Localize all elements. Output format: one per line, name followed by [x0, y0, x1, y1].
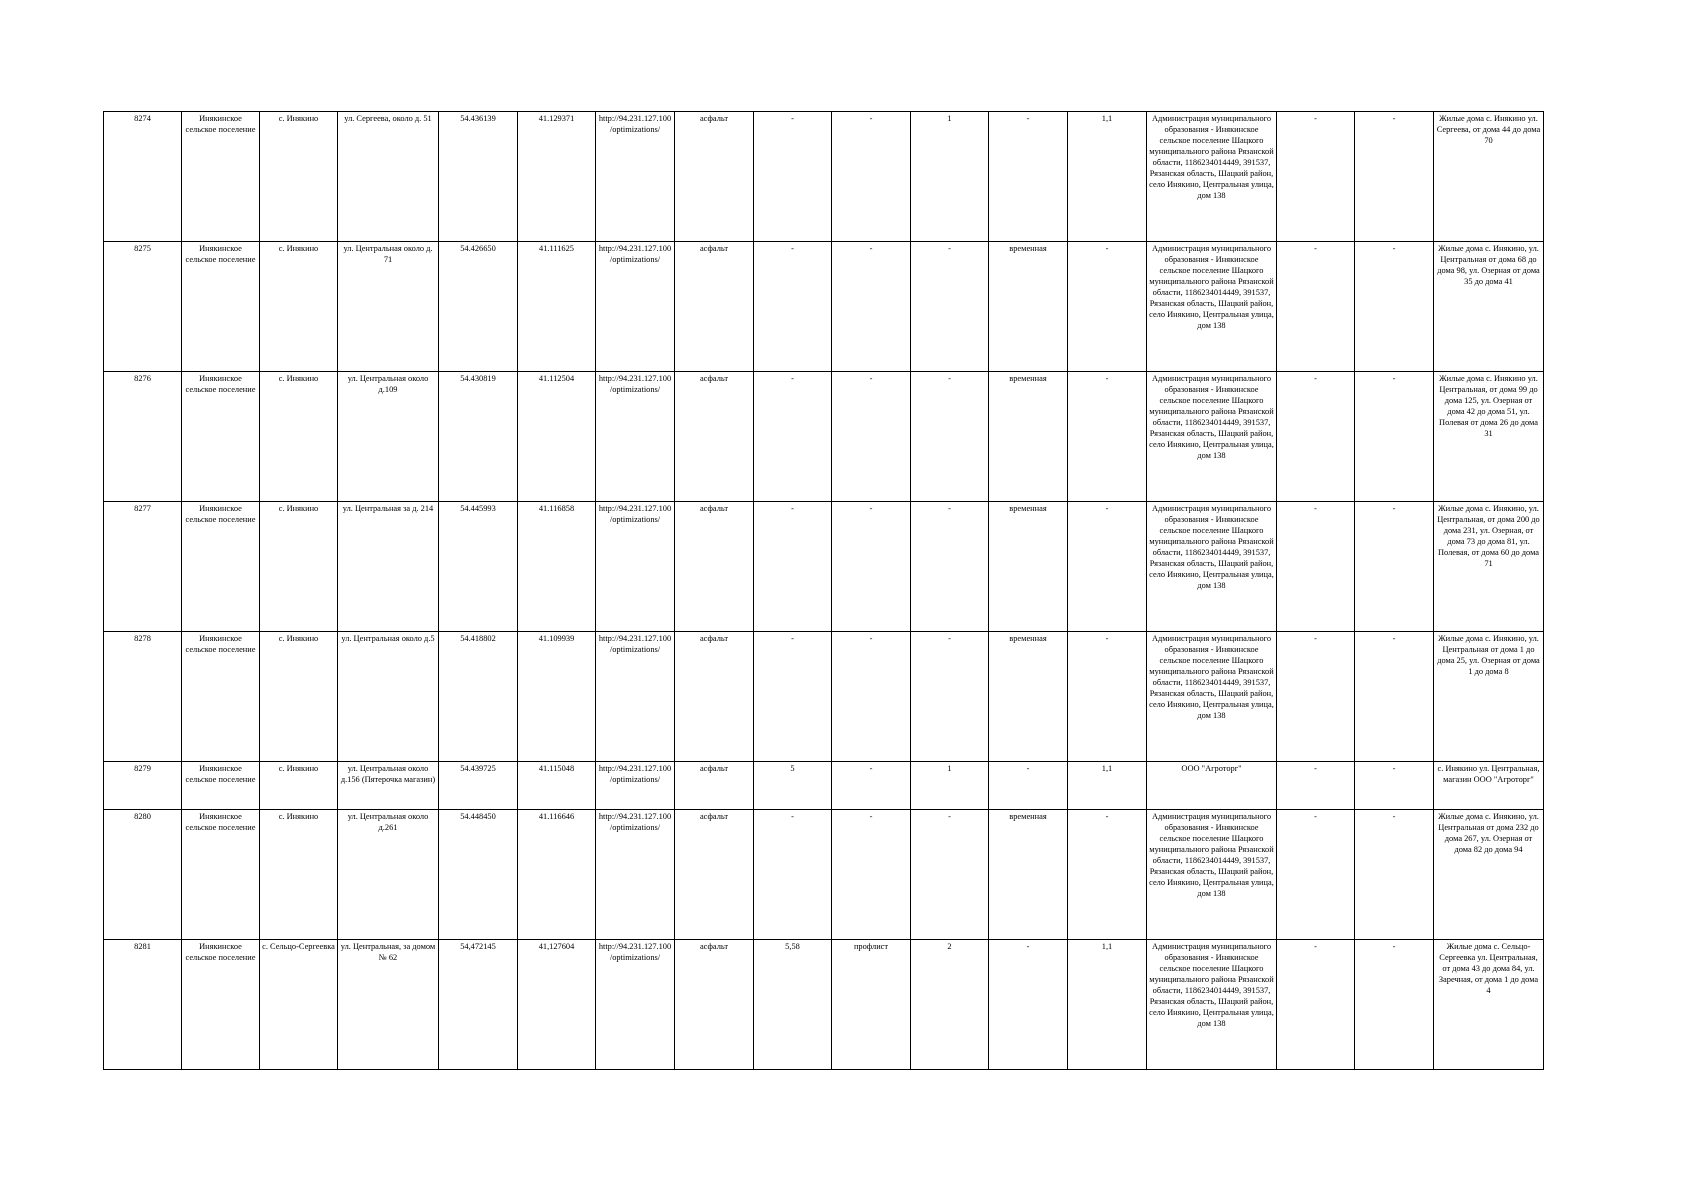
address-cell: ул. Центральная за д. 214	[338, 502, 439, 632]
longitude-cell: 41.116858	[518, 502, 596, 632]
col16-cell: -	[1355, 810, 1434, 940]
owner-cell: Администрация муниципального образования - Инякинское сельское поселение Шацкого муниципального района Рязанской области, 1186234014449, 391537, Рязанская область, Шацкий район, село Инякино, Центральная улица, дом 138	[1147, 940, 1277, 1070]
volume-cell: -	[1068, 242, 1147, 372]
area-cell: -	[754, 372, 832, 502]
sources-cell: с. Инякино ул. Центральная, магазин ООО "Агроторг"	[1434, 762, 1544, 810]
fence-cell: -	[832, 242, 911, 372]
col15-cell: -	[1277, 762, 1355, 810]
sources-cell: Жилые дома с. Сельцо-Сергеевка ул. Центральная, от дома 43 до дома 84, ул. Заречная, от дома 1 до дома 4	[1434, 940, 1544, 1070]
row-number-cell: 8278	[104, 632, 182, 762]
col16-cell: -	[1355, 372, 1434, 502]
temporary-cell: временная	[989, 632, 1068, 762]
col15-cell: -	[1277, 632, 1355, 762]
surface-cell: асфальт	[675, 940, 754, 1070]
sources-cell: Жилые дома с. Инякино ул. Центральная, от дома 99 до дома 125, ул. Озерная от дома 42 до дома 51, ул. Полевая от дома 26 до дома 31	[1434, 372, 1544, 502]
registry-body	[104, 112, 1544, 1070]
table-row	[104, 762, 1544, 810]
village-cell: с. Инякино	[260, 112, 338, 242]
longitude-cell: 41.115048	[518, 762, 596, 810]
village-cell: с. Инякино	[260, 762, 338, 810]
table-row	[104, 242, 1544, 372]
row-number-cell: 8279	[104, 762, 182, 810]
area-cell: 5,58	[754, 940, 832, 1070]
temporary-cell: -	[989, 940, 1068, 1070]
sources-cell: Жилые дома с. Инякино, ул. Центральная от дома 68 до дома 98, ул. Озерная от дома 35 до дома 41	[1434, 242, 1544, 372]
url-cell: http://94.231.127.100/optimizations/	[596, 112, 675, 242]
temporary-cell: -	[989, 112, 1068, 242]
longitude-cell: 41.111625	[518, 242, 596, 372]
longitude-cell: 41.116646	[518, 810, 596, 940]
volume-cell: -	[1068, 372, 1147, 502]
owner-cell: Администрация муниципального образования - Инякинское сельское поселение Шацкого муниципального района Рязанской области, 1186234014449, 391537, Рязанская область, Шацкий район, село Инякино, Центральная улица, дом 138	[1147, 502, 1277, 632]
table-row	[104, 632, 1544, 762]
col15-cell: -	[1277, 112, 1355, 242]
latitude-cell: 54.418802	[439, 632, 518, 762]
latitude-cell: 54.426650	[439, 242, 518, 372]
sources-cell: Жилые дома с. Инякино ул. Сергеева, от дома 44 до дома 70	[1434, 112, 1544, 242]
surface-cell: асфальт	[675, 762, 754, 810]
url-cell: http://94.231.127.100/optimizations/	[596, 502, 675, 632]
volume-cell: 1,1	[1068, 112, 1147, 242]
area-cell: -	[754, 502, 832, 632]
sources-cell: Жилые дома с. Инякино, ул. Центральная, от дома 200 до дома 231, ул. Озерная, от дома 73 до дома 81, ул. Полевая, от дома 60 до дома 71	[1434, 502, 1544, 632]
col15-cell: -	[1277, 242, 1355, 372]
longitude-cell: 41.109939	[518, 632, 596, 762]
latitude-cell: 54.436139	[439, 112, 518, 242]
address-cell: ул. Центральная около д.109	[338, 372, 439, 502]
fence-cell: -	[832, 112, 911, 242]
settlement-cell: Инякинское сельское поселение	[182, 242, 260, 372]
sources-cell: Жилые дома с. Инякино, ул. Центральная от дома 1 до дома 25, ул. Озерная от дома 1 до дома 8	[1434, 632, 1544, 762]
url-cell: http://94.231.127.100/optimizations/	[596, 632, 675, 762]
area-cell: 5	[754, 762, 832, 810]
url-cell: http://94.231.127.100/optimizations/	[596, 762, 675, 810]
containers-cell: -	[911, 502, 989, 632]
owner-cell: ООО "Агроторг"	[1147, 762, 1277, 810]
temporary-cell: -	[989, 762, 1068, 810]
surface-cell: асфальт	[675, 112, 754, 242]
url-cell: http://94.231.127.100/optimizations/	[596, 372, 675, 502]
latitude-cell: 54.448450	[439, 810, 518, 940]
row-number-cell: 8277	[104, 502, 182, 632]
col15-cell: -	[1277, 810, 1355, 940]
registry-table	[103, 111, 1544, 1070]
address-cell: ул. Сергеева, около д. 51	[338, 112, 439, 242]
temporary-cell: временная	[989, 372, 1068, 502]
col16-cell: -	[1355, 242, 1434, 372]
surface-cell: асфальт	[675, 632, 754, 762]
containers-cell: 2	[911, 940, 989, 1070]
volume-cell: -	[1068, 502, 1147, 632]
address-cell: ул. Центральная около д.5	[338, 632, 439, 762]
col15-cell: -	[1277, 502, 1355, 632]
row-number-cell: 8281	[104, 940, 182, 1070]
temporary-cell: временная	[989, 502, 1068, 632]
temporary-cell: временная	[989, 810, 1068, 940]
volume-cell: -	[1068, 632, 1147, 762]
settlement-cell: Инякинское сельское поселение	[182, 502, 260, 632]
containers-cell: -	[911, 242, 989, 372]
col16-cell: -	[1355, 632, 1434, 762]
settlement-cell: Инякинское сельское поселение	[182, 632, 260, 762]
fence-cell: -	[832, 502, 911, 632]
area-cell: -	[754, 632, 832, 762]
latitude-cell: 54.445993	[439, 502, 518, 632]
url-cell: http://94.231.127.100/optimizations/	[596, 810, 675, 940]
volume-cell: 1,1	[1068, 762, 1147, 810]
fence-cell: -	[832, 372, 911, 502]
address-cell: ул. Центральная, за домом № 62	[338, 940, 439, 1070]
volume-cell: -	[1068, 810, 1147, 940]
row-number-cell: 8275	[104, 242, 182, 372]
containers-cell: -	[911, 632, 989, 762]
area-cell: -	[754, 810, 832, 940]
table-row	[104, 810, 1544, 940]
village-cell: с. Инякино	[260, 502, 338, 632]
address-cell: ул. Центральная около д. 71	[338, 242, 439, 372]
table-row	[104, 112, 1544, 242]
col16-cell: -	[1355, 762, 1434, 810]
row-number-cell: 8274	[104, 112, 182, 242]
url-cell: http://94.231.127.100/optimizations/	[596, 940, 675, 1070]
address-cell: ул. Центральная около д.261	[338, 810, 439, 940]
village-cell: с. Инякино	[260, 810, 338, 940]
latitude-cell: 54.430819	[439, 372, 518, 502]
area-cell: -	[754, 242, 832, 372]
village-cell: с. Сельцо-Сергеевка	[260, 940, 338, 1070]
address-cell: ул. Центральная около д.156 (Пятерочка магазин)	[338, 762, 439, 810]
surface-cell: асфальт	[675, 242, 754, 372]
owner-cell: Администрация муниципального образования - Инякинское сельское поселение Шацкого муниципального района Рязанской области, 1186234014449, 391537, Рязанская область, Шацкий район, село Инякино, Центральная улица, дом 138	[1147, 242, 1277, 372]
fence-cell: -	[832, 810, 911, 940]
col16-cell: -	[1355, 940, 1434, 1070]
col15-cell: -	[1277, 372, 1355, 502]
table-row	[104, 502, 1544, 632]
col16-cell: -	[1355, 112, 1434, 242]
owner-cell: Администрация муниципального образования - Инякинское сельское поселение Шацкого муниципального района Рязанской области, 1186234014449, 391537, Рязанская область, Шацкий район, село Инякино, Центральная улица, дом 138	[1147, 372, 1277, 502]
containers-cell: 1	[911, 112, 989, 242]
longitude-cell: 41.112504	[518, 372, 596, 502]
col15-cell: -	[1277, 940, 1355, 1070]
owner-cell: Администрация муниципального образования - Инякинское сельское поселение Шацкого муниципального района Рязанской области, 1186234014449, 391537, Рязанская область, Шацкий район, село Инякино, Центральная улица, дом 138	[1147, 810, 1277, 940]
longitude-cell: 41,127604	[518, 940, 596, 1070]
volume-cell: 1,1	[1068, 940, 1147, 1070]
surface-cell: асфальт	[675, 502, 754, 632]
row-number-cell: 8276	[104, 372, 182, 502]
url-cell: http://94.231.127.100/optimizations/	[596, 242, 675, 372]
sources-cell: Жилые дома с. Инякино, ул. Центральная от дома 232 до дома 267, ул. Озерная от дома 82 до дома 94	[1434, 810, 1544, 940]
settlement-cell: Инякинское сельское поселение	[182, 762, 260, 810]
village-cell: с. Инякино	[260, 372, 338, 502]
fence-cell: -	[832, 762, 911, 810]
latitude-cell: 54.439725	[439, 762, 518, 810]
latitude-cell: 54,472145	[439, 940, 518, 1070]
longitude-cell: 41.129371	[518, 112, 596, 242]
village-cell: с. Инякино	[260, 242, 338, 372]
row-number-cell: 8280	[104, 810, 182, 940]
settlement-cell: Инякинское сельское поселение	[182, 112, 260, 242]
settlement-cell: Инякинское сельское поселение	[182, 372, 260, 502]
fence-cell: -	[832, 632, 911, 762]
containers-cell: 1	[911, 762, 989, 810]
area-cell: -	[754, 112, 832, 242]
surface-cell: асфальт	[675, 372, 754, 502]
surface-cell: асфальт	[675, 810, 754, 940]
fence-cell: профлист	[832, 940, 911, 1070]
table-row	[104, 372, 1544, 502]
col16-cell: -	[1355, 502, 1434, 632]
containers-cell: -	[911, 810, 989, 940]
temporary-cell: временная	[989, 242, 1068, 372]
table-row	[104, 940, 1544, 1070]
village-cell: с. Инякино	[260, 632, 338, 762]
containers-cell: -	[911, 372, 989, 502]
settlement-cell: Инякинское сельское поселение	[182, 810, 260, 940]
owner-cell: Администрация муниципального образования - Инякинское сельское поселение Шацкого муниципального района Рязанской области, 1186234014449, 391537, Рязанская область, Шацкий район, село Инякино, Центральная улица, дом 138	[1147, 632, 1277, 762]
owner-cell: Администрация муниципального образования - Инякинское сельское поселение Шацкого муниципального района Рязанской области, 1186234014449, 391537, Рязанская область, Шацкий район, село Инякино, Центральная улица, дом 138	[1147, 112, 1277, 242]
settlement-cell: Инякинское сельское поселение	[182, 940, 260, 1070]
registry-sheet	[103, 111, 1544, 1070]
